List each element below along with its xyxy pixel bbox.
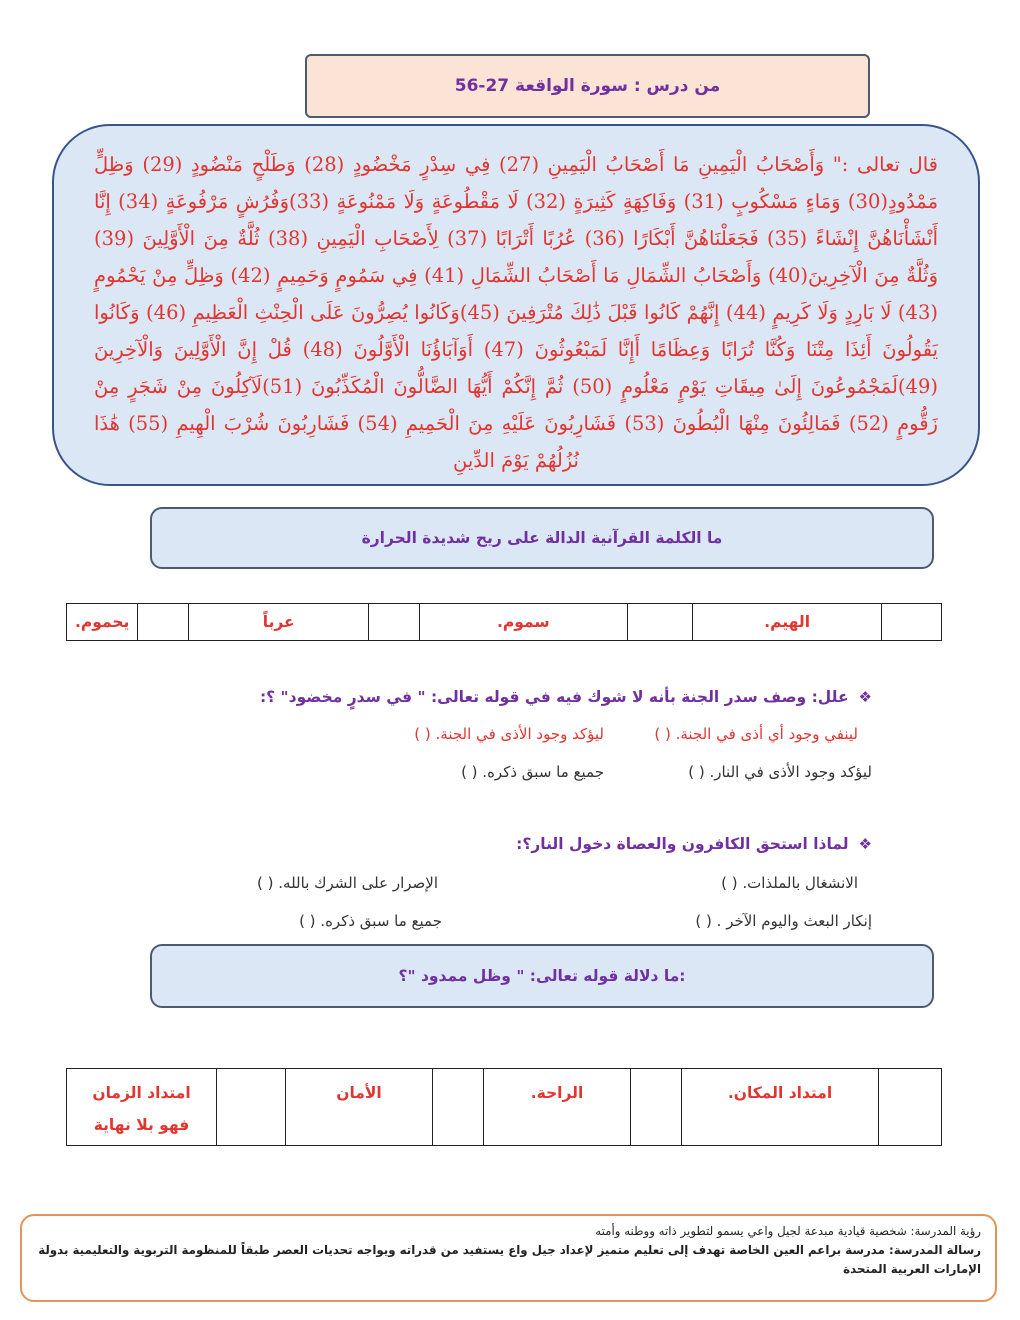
answer-box[interactable] [138,604,189,641]
answer-box[interactable] [369,604,420,641]
question-2-prompt: علل: وصف سدر الجنة بأنه لا شوك فيه في قوله تعالى: " في سدرٍ مخضود" ؟: [259,688,849,706]
school-footer [20,1214,997,1302]
question-3-option-3[interactable]: إنكار البعث واليوم الآخر . ( ) [695,912,872,930]
answer-box[interactable] [433,1069,484,1146]
question-1-options-table [66,603,942,641]
question-4-banner [150,944,934,1008]
question-3-prompt: لماذا استحق الكافرون والعصاة دخول النار؟: [516,835,849,853]
option-1: امتداد المكان. [682,1069,879,1146]
diamond-bullet-icon: ❖ [858,688,872,706]
option-4: امتداد الزمان فهو بلا نهاية [67,1069,217,1146]
option-3: الأمان [286,1069,433,1146]
lesson-title: من درس : سورة الواقعة 27-56 [454,76,721,96]
option-3: عرباً [189,604,369,641]
answer-box[interactable] [627,604,693,641]
verses-text: قال تعالى :" وَأَصْحَابُ الْيَمِينِ مَا أَصْحَابُ الْيَمِينِ (27) فِي سِدْرٍ مَخْضُودٍ (28) وَطَلْحٍ مَنْضُودٍ (29) وَظِلٍّ مَمْدُودٍ(30) وَمَاءٍ مَسْكُوبٍ (31) وَفَاكِهَةٍ كَثِيرَةٍ (32) لَا مَقْطُوعَةٍ وَلَا مَمْنُوعَةٍ (33)وَفُرُشٍ مَرْفُوعَةٍ (34) إِنَّا أَنْشَأْنَاهُنَّ إِنْشَاءً (35) فَجَعَلْنَاهُنَّ أَبْكَارًا (36) عُرُبًا أَتْرَابًا (37) لِأَصْحَابِ الْيَمِينِ (38) ثُلَّةٌ مِنَ الْأَوَّلِينَ (39) وَثُلَّةٌ مِنَ الْآخِرِينَ(40) وَأَصْحَابُ الشِّمَالِ مَا أَصْحَابُ الشِّمَالِ (41) فِي سَمُومٍ وَحَمِيمٍ (42) وَظِلٍّ مِنْ يَحْمُومٍ (43) لَا بَارِدٍ وَلَا كَرِيمٍ (44) إِنَّهُمْ كَانُوا قَبْلَ ذَٰلِكَ مُتْرَفِينَ (45)وَكَانُوا يُصِرُّونَ عَلَى الْحِنْثِ الْعَظِيمِ (46) وَكَانُوا يَقُولُونَ أَئِذَا مِتْنَا وَكُنَّا تُرَابًا وَعِظَامًا أَإِنَّا لَمَبْعُوثُونَ (47) أَوَآبَاؤُنَا الْأَوَّلُونَ (48) قُلْ إِنَّ الْأَوَّلِينَ وَالْآخِرِينَ (49)لَمَجْمُوعُونَ إِلَىٰ مِيقَاتِ يَوْمٍ مَعْلُومٍ (50) ثُمَّ إِنَّكُمْ أَيُّهَا الضَّالُّونَ الْمُكَذِّبُونَ (51)لَآكِلُونَ مِنْ شَجَرٍ مِنْ زَقُّومٍ (52) فَمَالِئُونَ مِنْهَا الْبُطُونَ (53) فَشَارِبُونَ عَلَيْهِ مِنَ الْحَمِيمِ (54) فَشَارِبُونَ شُرْبَ الْهِيمِ (55) هَٰذَا نُزُلُهُمْ يَوْمَ الدِّينِ [94,153,939,472]
lesson-title-box [305,54,870,118]
question-1-banner [150,507,934,569]
question-2-option-1[interactable]: لينفي وجود أي أذى في الجنة. ( ) [654,725,858,743]
option-1: الهيم. [693,604,882,641]
question-3-option-1[interactable]: الانشغال بالملذات. ( ) [721,874,858,892]
option-2: الراحة. [484,1069,631,1146]
question-3-option-2[interactable]: الإصرار على الشرك بالله. ( ) [257,874,438,892]
school-vision: رؤية المدرسة: شخصية قيادية مبدعة لجيل واعي يسمو لتطوير ذاته ووطنه وأمته [595,1224,981,1238]
diamond-bullet-icon: ❖ [858,835,872,853]
school-mission: رسالة المدرسة: مدرسة براعم العين الخاصة تهدف إلى تعليم متميز لإعداد جيل واع يستفيد من قدراته ويواجه تحديات العصر طبقاً للمنظومة التربوية والتعليمية بدولة الإمارات العربية المتحدة [38,1243,981,1276]
answer-box[interactable] [631,1069,682,1146]
answer-box[interactable] [217,1069,286,1146]
question-2-option-2[interactable]: ليؤكد وجود الأذى في الجنة. ( ) [414,725,604,743]
question-3 [516,835,872,853]
verses-box [52,124,980,486]
option-2: سموم. [420,604,628,641]
question-3-option-4[interactable]: جميع ما سبق ذكره. ( ) [299,912,442,930]
answer-box[interactable] [879,1069,942,1146]
question-4-prompt: :ما دلالة قوله تعالى: " وظل ممدود "؟ [398,967,686,985]
question-2-option-3[interactable]: ليؤكد وجود الأذى في النار. ( ) [688,763,872,781]
question-4-options-table [66,1068,942,1146]
answer-box[interactable] [881,604,941,641]
option-4: يحموم. [67,604,138,641]
question-1-prompt: ما الكلمة القرآنية الدالة على ريح شديدة الحرارة [361,529,723,547]
question-2-option-4[interactable]: جميع ما سبق ذكره. ( ) [461,763,604,781]
question-2 [260,688,872,706]
